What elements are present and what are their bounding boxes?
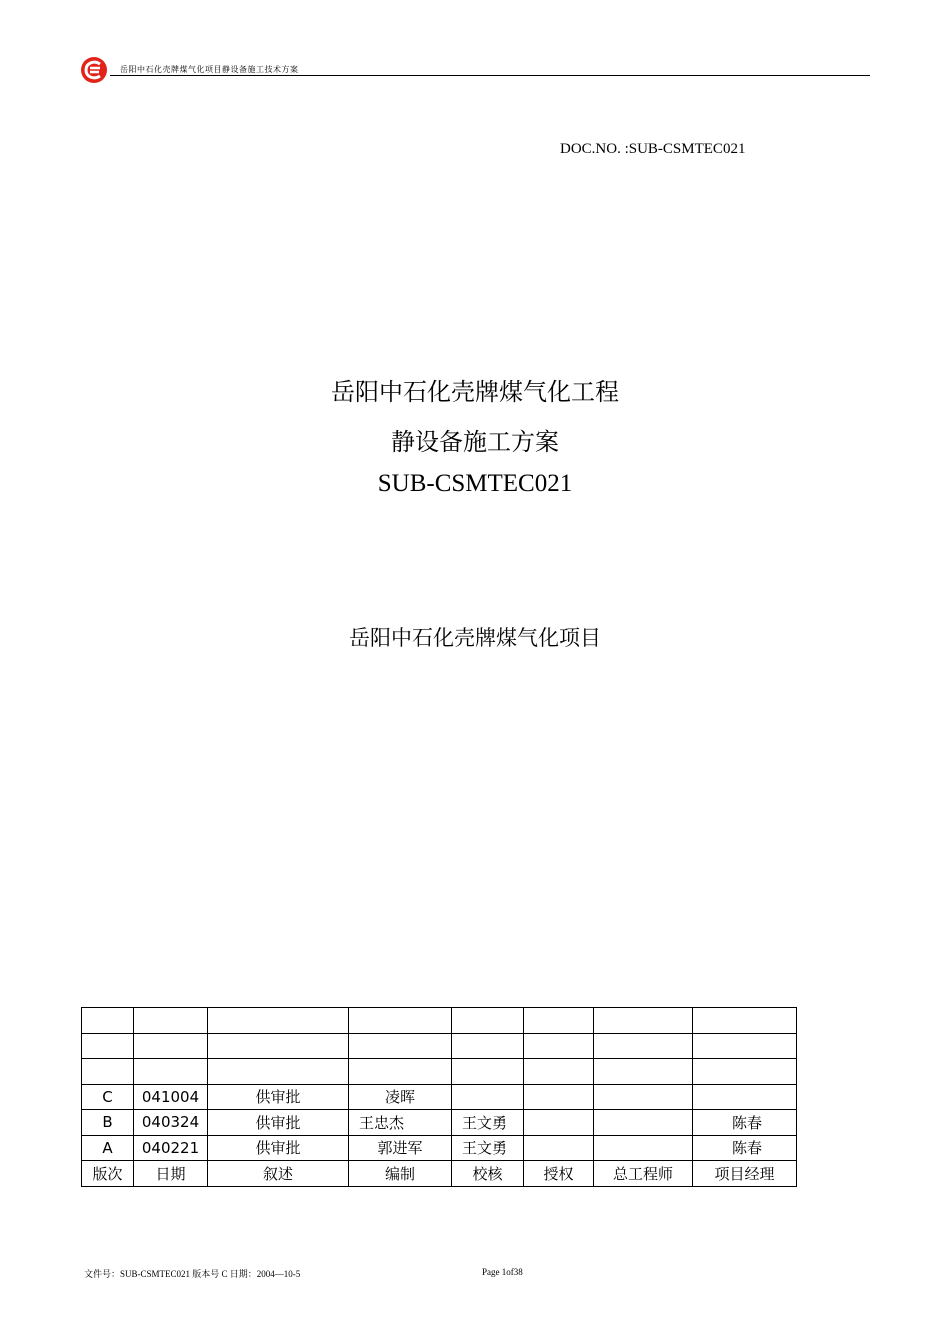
revision-cell [134, 1008, 208, 1034]
revision-cell [82, 1033, 134, 1059]
revision-header-cell: 编制 [349, 1161, 452, 1187]
running-title: 岳阳中石化壳牌煤气化项目静设备施工技术方案 [120, 65, 299, 74]
page-header [80, 56, 870, 84]
title-project: 岳阳中石化壳牌煤气化工程 [331, 378, 619, 406]
revision-row [82, 1008, 797, 1034]
revision-row [82, 1084, 797, 1110]
project-name: 岳阳中石化壳牌煤气化项目 [349, 626, 601, 650]
revision-cell [524, 1110, 594, 1136]
revision-header-cell: 授权 [524, 1161, 594, 1187]
revision-cell [349, 1033, 452, 1059]
revision-cell: 供审批 [208, 1135, 349, 1161]
revision-cell [349, 1059, 452, 1085]
revision-cell [594, 1059, 693, 1085]
revision-cell [134, 1033, 208, 1059]
revision-cell [524, 1059, 594, 1085]
revision-cell [349, 1008, 452, 1034]
revision-cell [594, 1033, 693, 1059]
revision-cell [693, 1008, 797, 1034]
revision-cell: 供审批 [208, 1110, 349, 1136]
revision-cell [452, 1008, 524, 1034]
revision-cell [693, 1033, 797, 1059]
revision-row [82, 1110, 797, 1136]
revision-cell [82, 1008, 134, 1034]
revision-cell: 王忠杰 [349, 1110, 452, 1136]
revision-cell [452, 1059, 524, 1085]
revision-cell: 凌晖 [349, 1084, 452, 1110]
revision-header-cell: 叙述 [208, 1161, 349, 1187]
revision-cell: B [82, 1110, 134, 1136]
revision-header-cell: 校核 [452, 1161, 524, 1187]
revision-cell [452, 1084, 524, 1110]
revision-cell: C [82, 1084, 134, 1110]
revision-cell [208, 1059, 349, 1085]
revision-cell: 040324 [134, 1110, 208, 1136]
revision-header-row [82, 1161, 797, 1187]
revision-cell [594, 1110, 693, 1136]
revision-header-cell: 项目经理 [693, 1161, 797, 1187]
revision-cell [693, 1084, 797, 1110]
revision-cell [134, 1059, 208, 1085]
footer-page-number: Page 1of38 [482, 1267, 523, 1277]
revision-cell [693, 1059, 797, 1085]
revision-cell: 供审批 [208, 1084, 349, 1110]
revision-cell: 040221 [134, 1135, 208, 1161]
revision-header-cell: 总工程师 [594, 1161, 693, 1187]
revision-header-cell: 日期 [134, 1161, 208, 1187]
revision-cell [594, 1084, 693, 1110]
revision-cell [524, 1033, 594, 1059]
revision-row [82, 1033, 797, 1059]
revision-cell [594, 1135, 693, 1161]
revision-cell: 陈春 [693, 1110, 797, 1136]
title-plan: 静设备施工方案 [391, 428, 559, 456]
title-code: SUB-CSMTEC021 [377, 470, 573, 497]
footer-file-info: 文件号：SUB-CSMTEC021 版本号 C 日期：2004—10-5 [84, 1269, 301, 1279]
revision-cell [452, 1033, 524, 1059]
revision-cell: 王文勇 [452, 1135, 524, 1161]
revision-cell [524, 1084, 594, 1110]
revision-cell [524, 1135, 594, 1161]
header-rule [110, 75, 870, 76]
company-logo-icon [80, 56, 108, 84]
revision-cell [594, 1008, 693, 1034]
revision-cell [82, 1059, 134, 1085]
revision-table [81, 1007, 797, 1187]
revision-cell: 041004 [134, 1084, 208, 1110]
revision-row [82, 1059, 797, 1085]
revision-cell [208, 1033, 349, 1059]
revision-cell [208, 1008, 349, 1034]
revision-row [82, 1135, 797, 1161]
revision-header-cell: 版次 [82, 1161, 134, 1187]
revision-cell: 郭进军 [349, 1135, 452, 1161]
revision-cell: A [82, 1135, 134, 1161]
revision-cell: 王文勇 [452, 1110, 524, 1136]
revision-cell: 陈春 [693, 1135, 797, 1161]
document-number: DOC.NO. :SUB-CSMTEC021 [560, 141, 746, 157]
revision-cell [524, 1008, 594, 1034]
